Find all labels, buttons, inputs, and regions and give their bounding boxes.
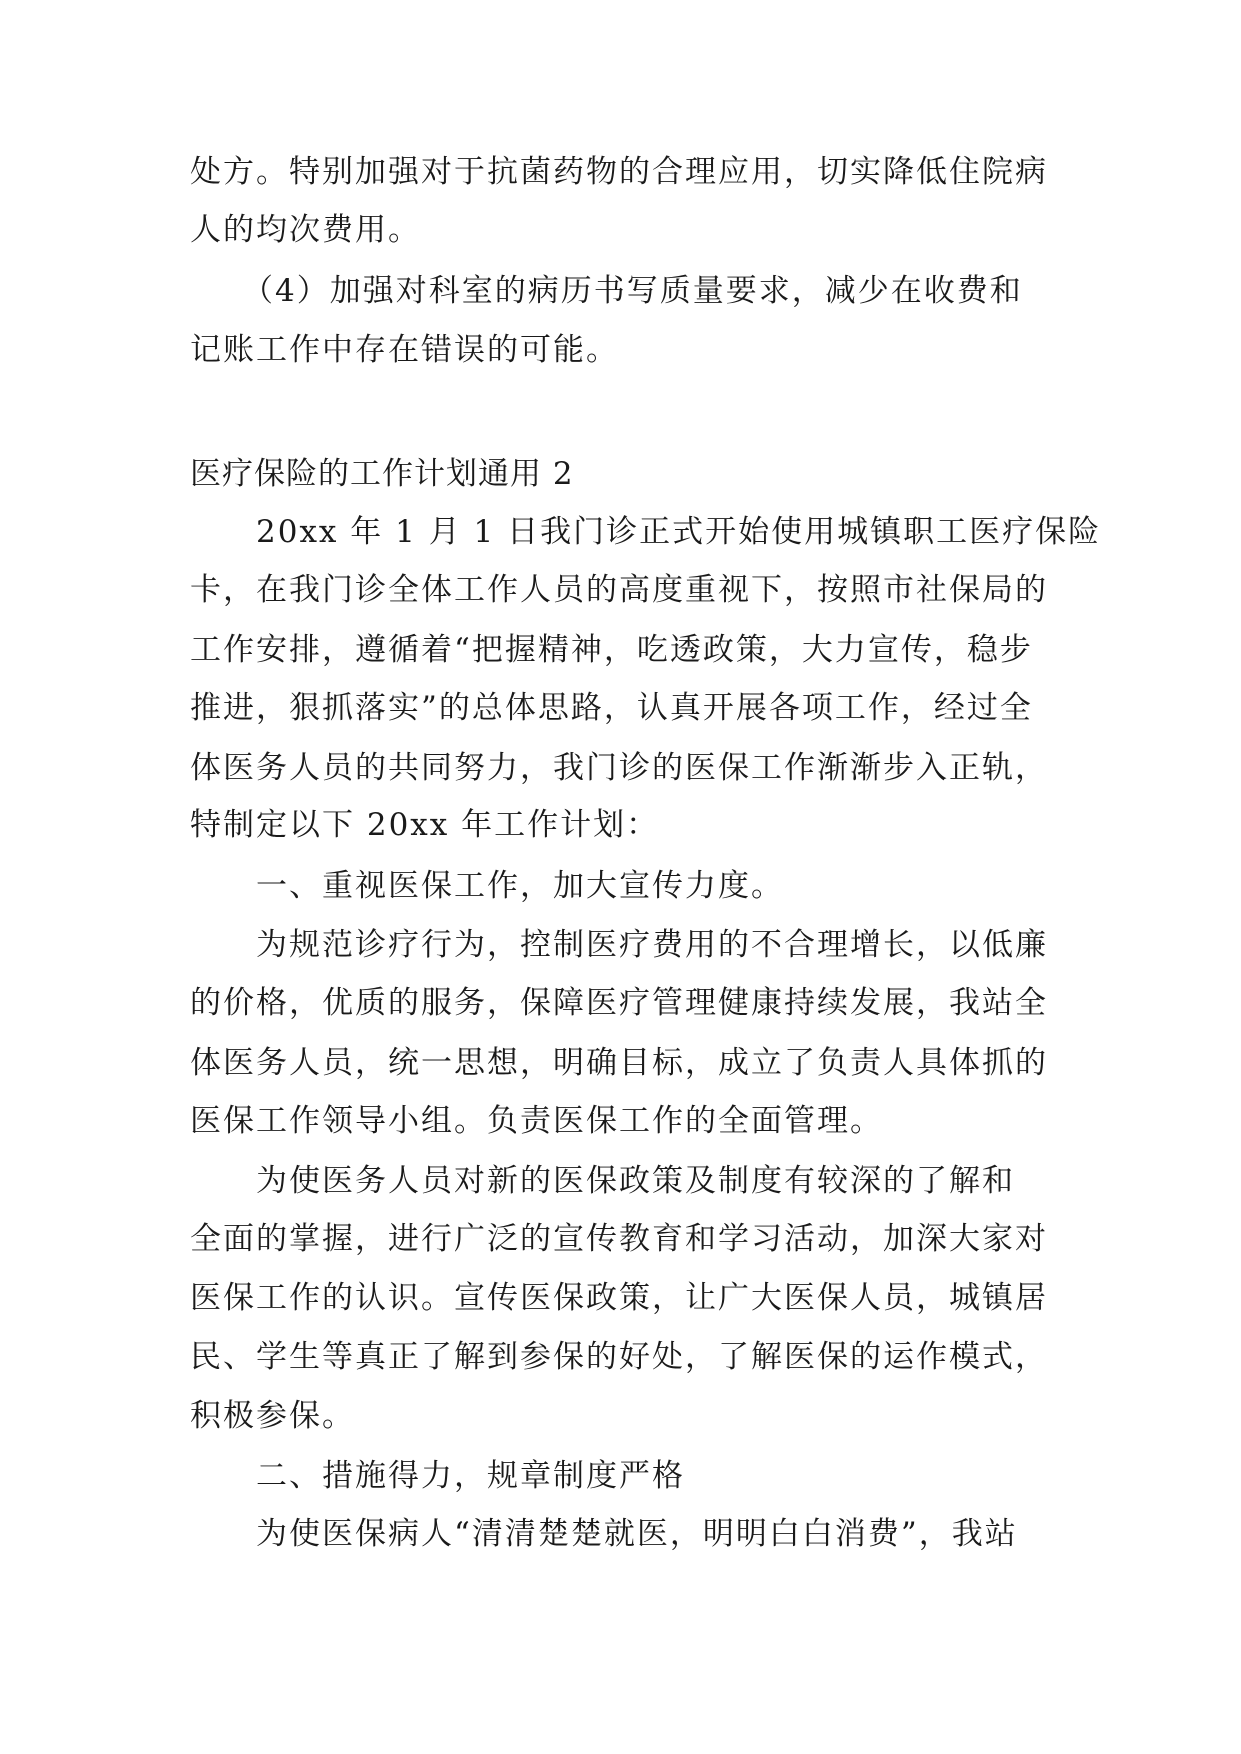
text-line: 民、学生等真正了解到参保的好处，了解医保的运作模式，: [190, 1339, 1048, 1375]
text-line: 医保工作的认识。宣传医保政策，让广大医保人员，城镇居: [190, 1280, 1048, 1316]
text-line: 积极参保。: [190, 1398, 355, 1434]
text-line: 医保工作领导小组。负责医保工作的全面管理。: [190, 1103, 883, 1139]
text-line: 工作安排，遵循着“把握精神，吃透政策，大力宣传，稳步: [190, 632, 1033, 668]
text-line: （4）加强对科室的病历书写质量要求，减少在收费和: [242, 273, 1023, 309]
text-line: 体医务人员的共同努力，我门诊的医保工作渐渐步入正轨，: [190, 750, 1048, 786]
text-line: 推进，狠抓落实”的总体思路，认真开展各项工作，经过全: [190, 690, 1033, 726]
text-line: 特制定以下 20xx 年工作计划：: [190, 807, 660, 843]
text-line: 的价格，优质的服务，保障医疗管理健康持续发展，我站全: [190, 985, 1048, 1021]
text-line: 为使医保病人“清清楚楚就医，明明白白消费”，我站: [256, 1516, 1018, 1552]
text-line: 全面的掌握，进行广泛的宣传教育和学习活动，加深大家对: [190, 1221, 1048, 1257]
section-heading: 医疗保险的工作计划通用 2: [190, 456, 574, 492]
text-line: 为规范诊疗行为，控制医疗费用的不合理增长，以低廉: [256, 927, 1048, 963]
text-line: 为使医务人员对新的医保政策及制度有较深的了解和: [256, 1163, 1015, 1199]
subheading: 一、重视医保工作，加大宣传力度。: [256, 868, 784, 904]
subheading: 二、措施得力，规章制度严格: [256, 1458, 685, 1494]
text-line: 体医务人员，统一思想，明确目标，成立了负责人具体抓的: [190, 1045, 1048, 1081]
text-line: 人的均次费用。: [190, 212, 421, 248]
text-line: 20xx 年 1 月 1 日我门诊正式开始使用城镇职工医疗保险: [256, 514, 1102, 550]
text-line: 卡，在我门诊全体工作人员的高度重视下，按照市社保局的: [190, 572, 1048, 608]
text-line: 处方。特别加强对于抗菌药物的合理应用，切实降低住院病: [190, 154, 1048, 190]
text-line: 记账工作中存在错误的可能。: [190, 332, 619, 368]
